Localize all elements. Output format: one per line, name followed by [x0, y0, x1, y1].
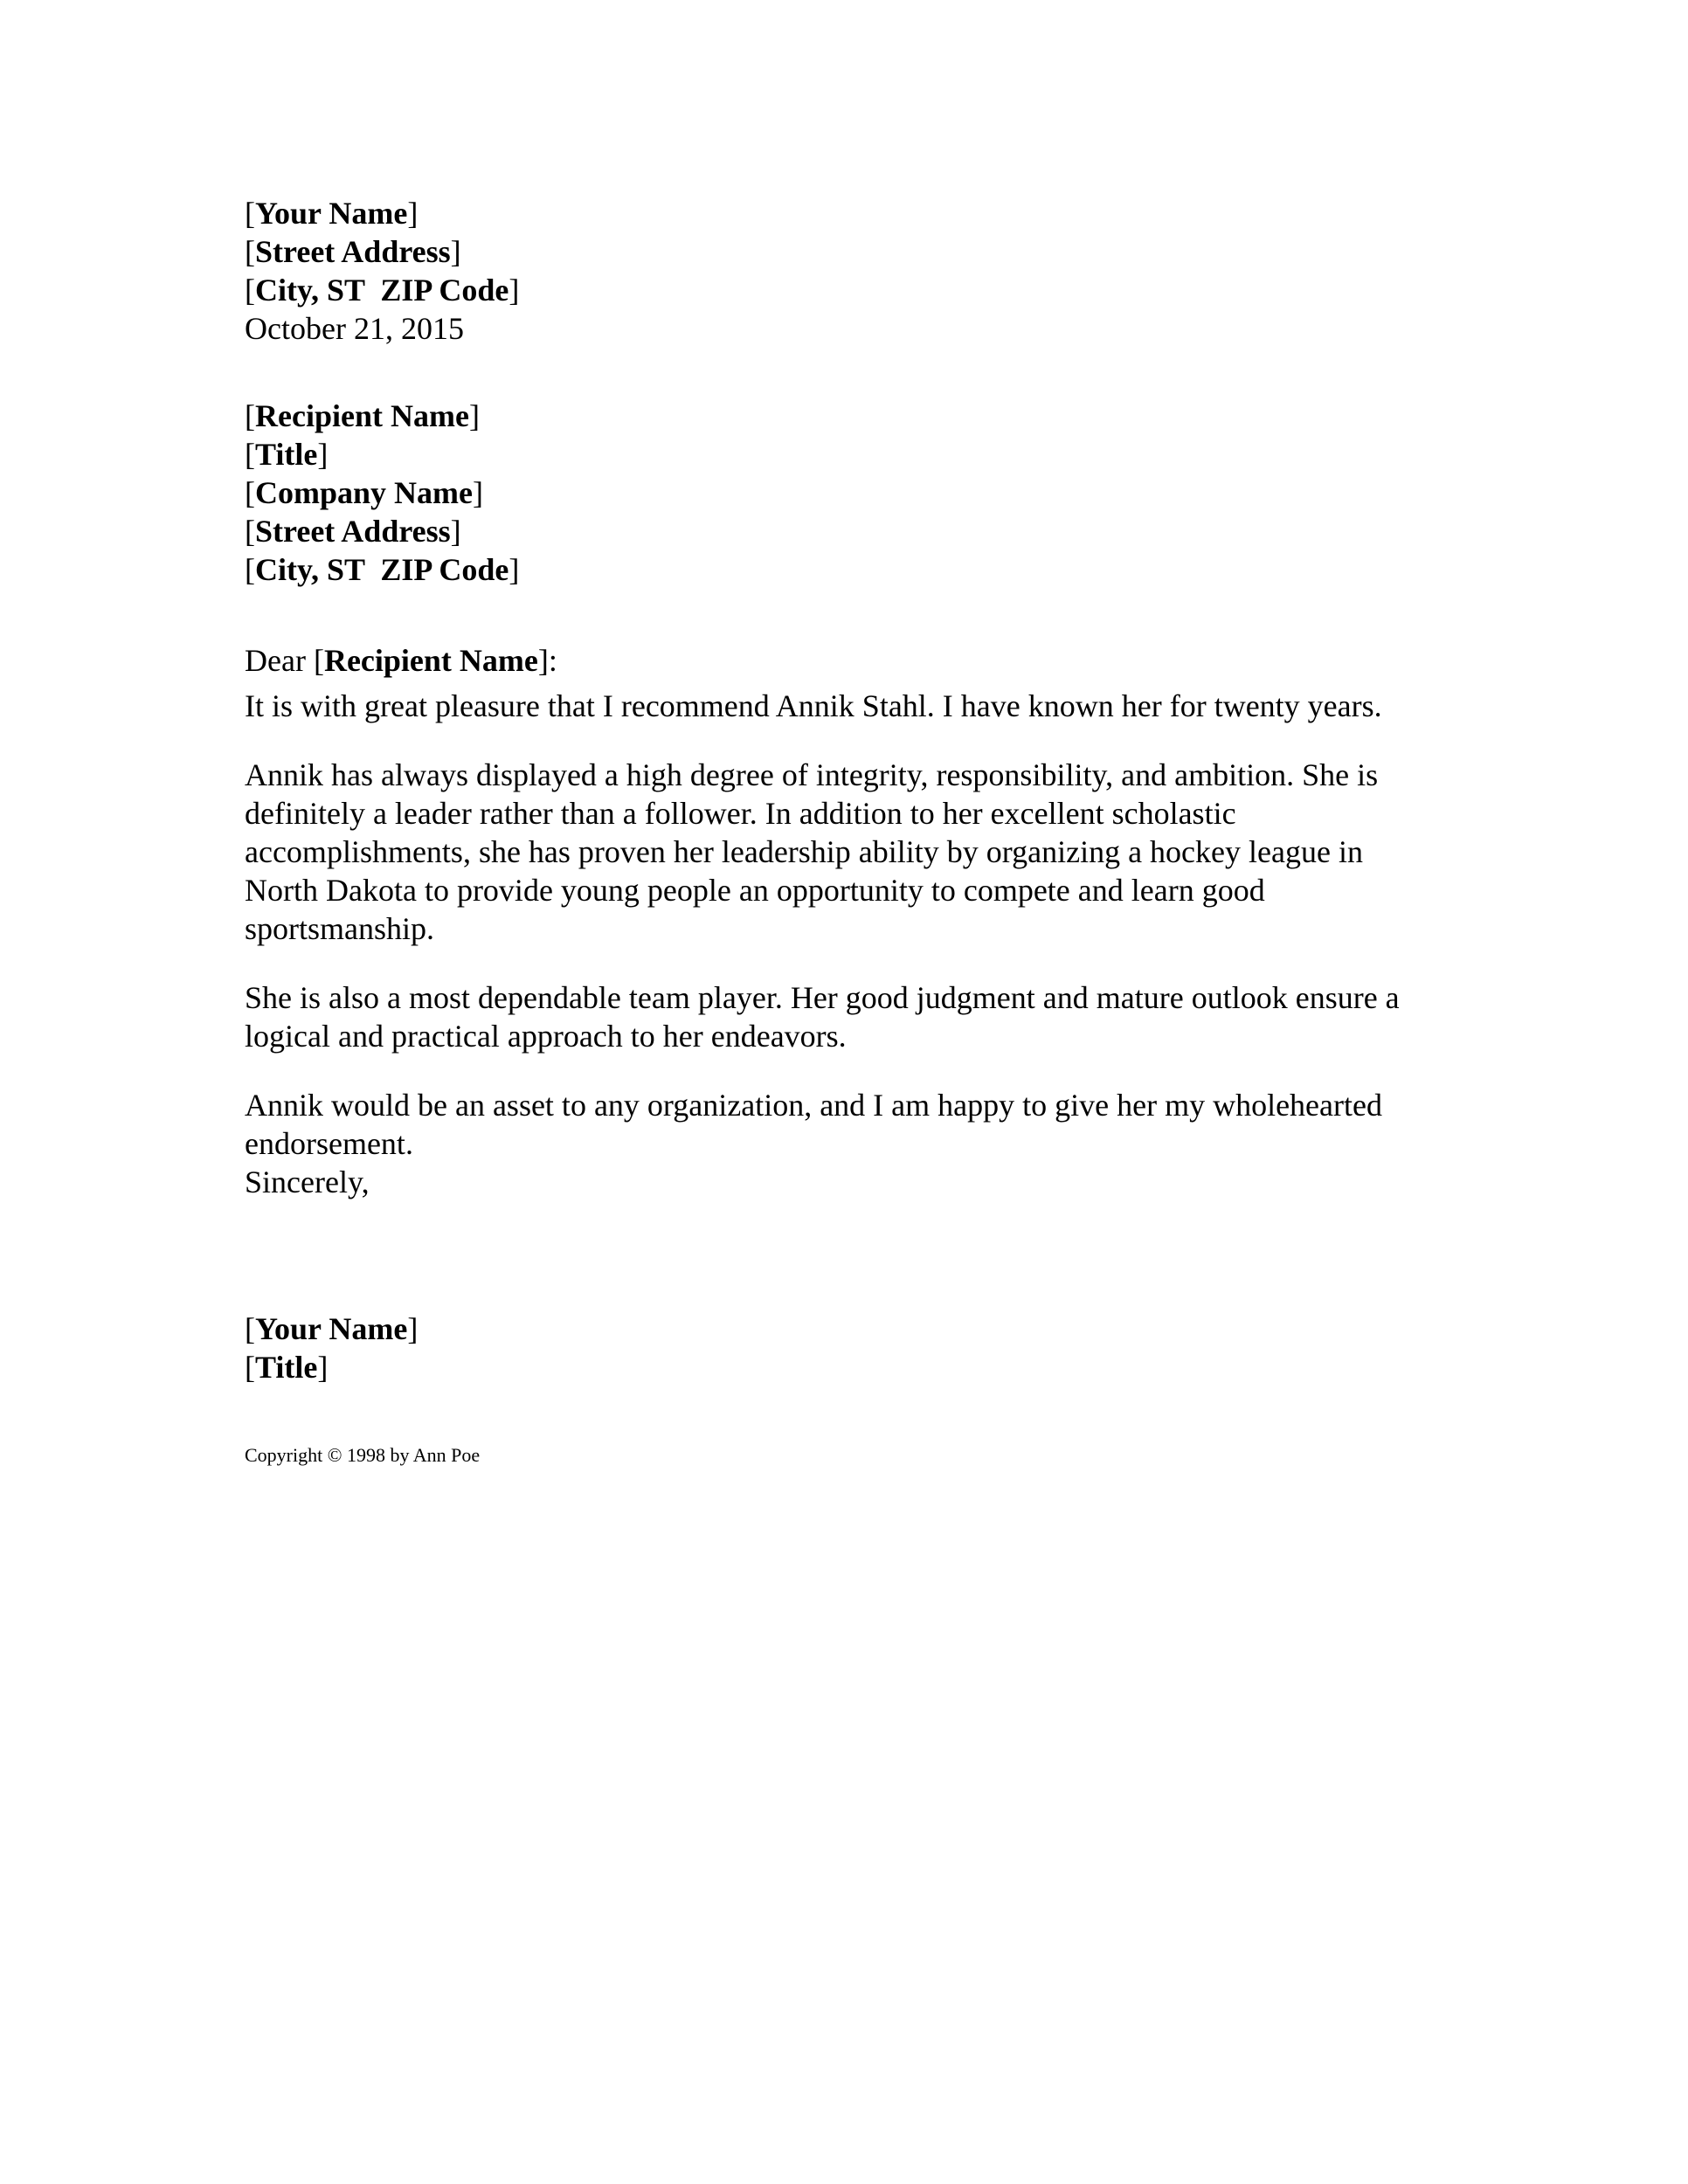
body-paragraph: It is with great pleasure that I recommend Annik Stahl. I have known her for twenty years.	[245, 688, 1382, 723]
letter-content	[245, 194, 1426, 1468]
bracket-close: ]	[508, 552, 520, 587]
recipient-title-line	[245, 435, 1426, 473]
bracket-close: ]	[407, 196, 419, 231]
recipient-city-line	[245, 550, 1426, 589]
copyright-notice: Copyright © 1998 by Ann Poe	[245, 1444, 481, 1466]
letter-date: October 21, 2015	[245, 311, 464, 346]
bracket-close: ]	[317, 437, 329, 472]
placeholder-recipient-title[interactable]: Title	[255, 437, 318, 472]
spacer-recipient-salutation	[245, 589, 1426, 641]
signature-title-line	[245, 1348, 1426, 1386]
placeholder-sender-street-address[interactable]: Street Address	[255, 234, 451, 269]
bracket-open: [	[245, 273, 255, 308]
bracket-open: [	[245, 1350, 255, 1385]
recipient-name-line	[245, 397, 1426, 435]
placeholder-your-name[interactable]: Your Name	[255, 196, 408, 231]
bracket-open: [	[313, 643, 324, 678]
signature-space	[245, 1201, 1426, 1310]
bracket-open: [	[245, 552, 255, 587]
bracket-open: [	[245, 437, 255, 472]
placeholder-recipient-street-address[interactable]: Street Address	[255, 514, 451, 549]
salutation-punctuation: :	[548, 643, 557, 678]
bracket-open: [	[245, 398, 255, 433]
body-paragraph: She is also a most dependable team player. Her good judgment and mature outlook ensure a logical and practical approach to her endeavors.	[245, 980, 1400, 1054]
sender-address-block	[245, 194, 1426, 348]
bracket-close: ]	[407, 1311, 419, 1346]
placeholder-signature-title[interactable]: Title	[255, 1350, 318, 1385]
recipient-street-line	[245, 512, 1426, 550]
letter-body-paragraphs	[245, 687, 1426, 1163]
recipient-address-block	[245, 397, 1426, 589]
bracket-close: ]	[537, 643, 549, 678]
bracket-close: ]	[473, 475, 483, 510]
body-paragraph: Annik would be an asset to any organization, and I am happy to give her my wholehearted endorsement.	[245, 1088, 1382, 1161]
bracket-open: [	[245, 514, 255, 549]
recipient-company-line	[245, 473, 1426, 512]
bracket-open: [	[245, 196, 255, 231]
bracket-open: [	[245, 475, 255, 510]
sender-street-line	[245, 232, 1426, 271]
bracket-close: ]	[508, 273, 520, 308]
bracket-close: ]	[317, 1350, 329, 1385]
signature-name-line	[245, 1310, 1426, 1348]
bracket-close: ]	[468, 398, 480, 433]
signature-block	[245, 1310, 1426, 1386]
bracket-close: ]	[450, 234, 461, 269]
bracket-close: ]	[450, 514, 461, 549]
placeholder-recipient-name[interactable]: Recipient Name	[255, 398, 469, 433]
salutation-greeting: Dear	[245, 643, 314, 678]
sender-name-line	[245, 194, 1426, 232]
sender-city-line	[245, 271, 1426, 309]
closing-valediction: Sincerely,	[245, 1165, 370, 1199]
placeholder-recipient-city-state-zip[interactable]: City, ST ZIP Code	[255, 552, 509, 587]
bracket-open: [	[245, 234, 255, 269]
bracket-open: [	[245, 1311, 255, 1346]
spacer-salutation-body	[245, 680, 1426, 687]
placeholder-company-name[interactable]: Company Name	[255, 475, 473, 510]
body-paragraph: Annik has always displayed a high degree of integrity, responsibility, and ambition. She is definitely a leader rather than a follower. In addition to her excellent scholastic accomplishments, she has proven her leadership ability by organizing a hockey league in North Dakota to provide young people an opportunity to compete and learn good sportsmanship.	[245, 757, 1379, 946]
salutation-line	[245, 641, 1426, 680]
placeholder-signature-your-name[interactable]: Your Name	[255, 1311, 408, 1346]
spacer-sender-recipient	[245, 348, 1426, 397]
placeholder-sender-city-state-zip[interactable]: City, ST ZIP Code	[255, 273, 509, 308]
placeholder-salutation-recipient-name[interactable]: Recipient Name	[323, 643, 538, 678]
